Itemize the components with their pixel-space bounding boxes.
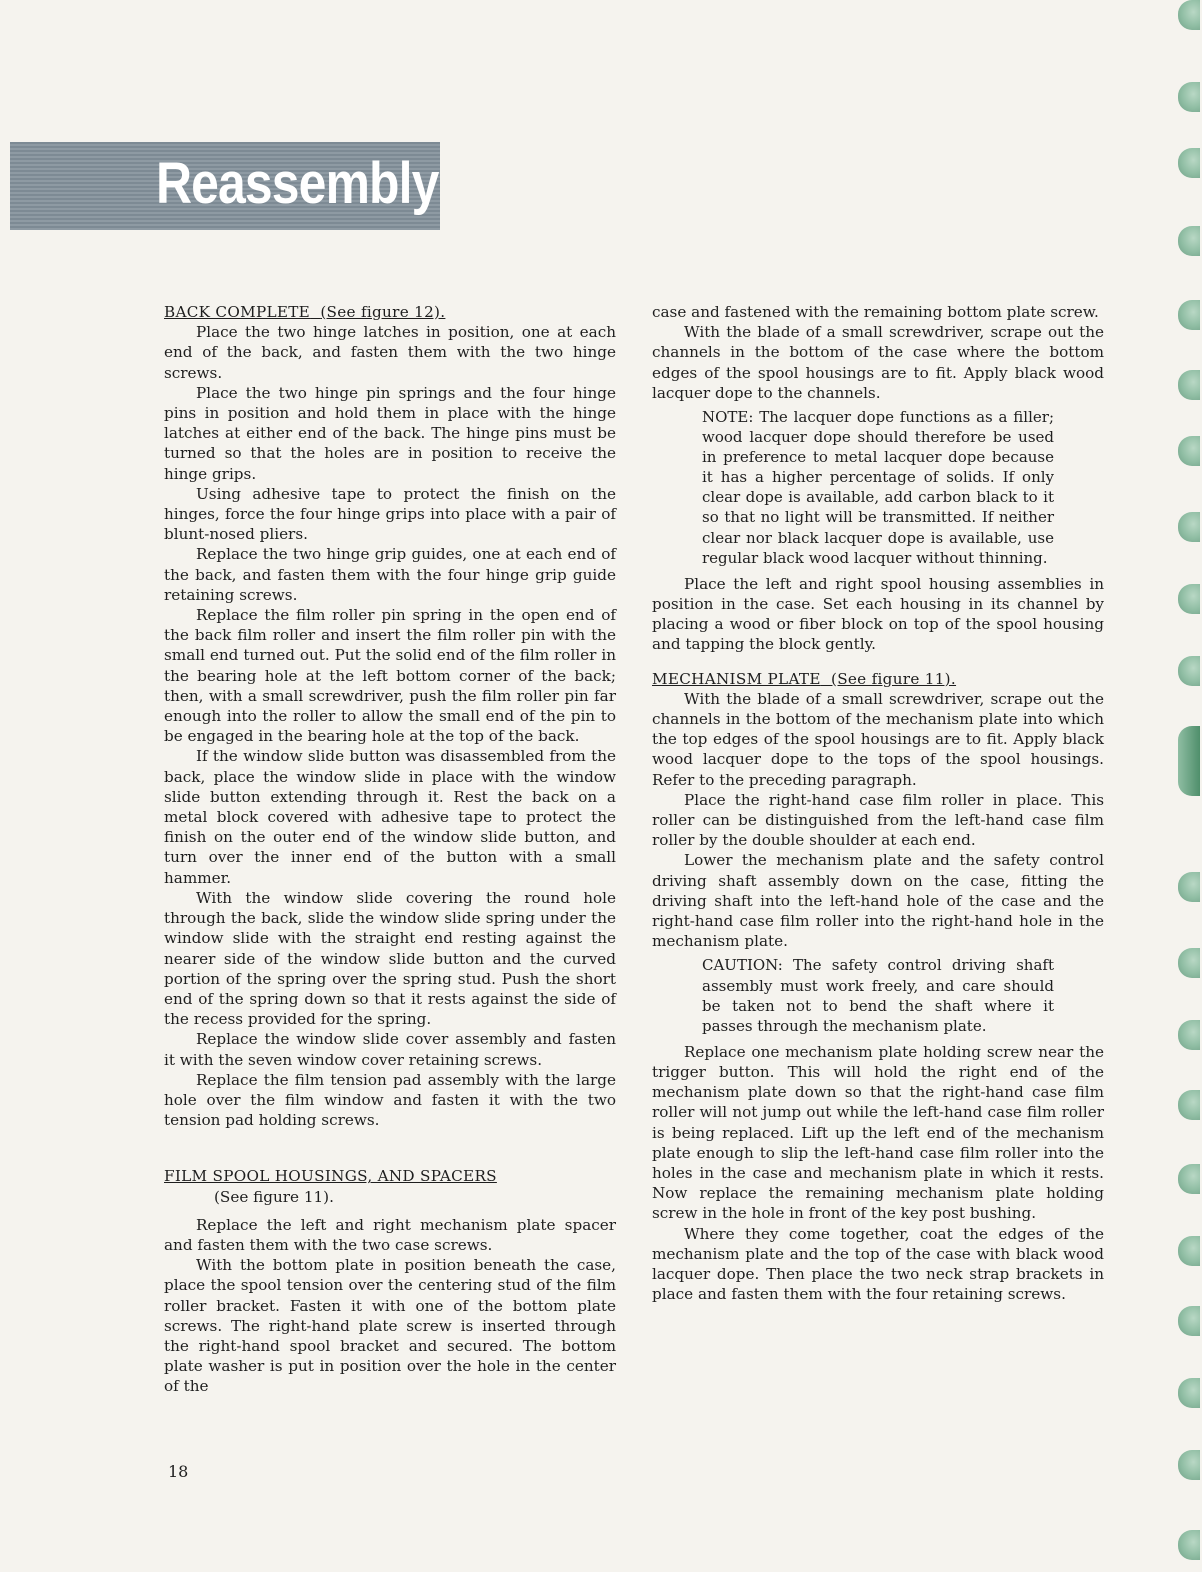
right-column: [652, 302, 1104, 1304]
paragraph: With the blade of a small screwdriver, scrape out the channels in the bottom of the mechanism plate into which the top edges of the spool housings are to fit. Apply black wood lacquer dope to the tops of the spool housings. Refer to the preceding paragraph.: [652, 689, 1104, 789]
paragraph: Place the two hinge latches in position, one at each end of the back, and fasten them with the two hinge screws.: [164, 323, 616, 382]
binding-tab: [1178, 726, 1200, 796]
paragraph: With the bottom plate in position beneath the case, place the spool tension over the centering stud of the film roller bracket. Fasten it with one of the bottom plate screws. The right-hand plate screw is inserted through the right-hand spool bracket and secured. The bottom plate washer is put in position over the hole in the center of the: [164, 1256, 616, 1396]
paragraph-continuation: case and fastened with the remaining bottom plate screw.: [652, 303, 1099, 321]
binding-tab: [1178, 584, 1200, 614]
paragraph: Using adhesive tape to protect the finish on the hinges, force the four hinge grips into place with a pair of blunt-nosed pliers.: [164, 484, 616, 544]
paragraph: Replace the film tension pad assembly with the large hole over the film window and fasten it with the two tension pad holding screws.: [164, 1070, 616, 1130]
section-heading-mechanism-plate: MECHANISM PLATE (See figure 11).: [652, 669, 957, 688]
paragraph: Replace the window slide cover assembly and fasten it with the seven window cover retaining screws.: [164, 1030, 616, 1069]
caution-block: CAUTION: The safety control driving shaft assembly must work freely, and care should be taken not to bend the shaft where it passes through the mechanism plate.: [702, 956, 1054, 1035]
binding-tab: [1178, 1164, 1200, 1194]
binding-tab: [1178, 436, 1200, 466]
paragraph: Replace the film roller pin spring in the open end of the back film roller and insert the film roller pin with the small end turned out. Put the solid end of the film roller in the bearing hole at the left bottom corner of the back; then, with a small screwdriver, push the film roller pin far enough into the roller to allow the small end of the pin to be engaged in the bearing hole at the top of the back.: [164, 606, 616, 746]
paragraph: Lower the mechanism plate and the safety control driving shaft assembly down on the case, fitting the driving shaft into the left-hand hole of the case and the right-hand case film roller into the right-hand hole in the mechanism plate.: [652, 851, 1104, 951]
paragraph: Replace the left and right mechanism plate spacer and fasten them with the two case screws.: [164, 1215, 616, 1254]
page-number: 18: [168, 1462, 189, 1481]
paragraph: Where they come together, coat the edges of the mechanism plate and the top of the case with black wood lacquer dope. Then place the two neck strap brackets in place and fasten them with the four retaining screws.: [652, 1224, 1104, 1304]
binding-tab: [1178, 1450, 1200, 1480]
figure-ref: (See figure 11).: [830, 669, 957, 688]
binding-tab: [1178, 300, 1200, 330]
page-title: Reassembly: [156, 151, 439, 216]
binding-tab: [1178, 1306, 1200, 1336]
binding-tab: [1178, 656, 1200, 686]
binding-tab: [1178, 948, 1200, 978]
binding-tab: [1178, 1236, 1200, 1266]
binding-tab: [1178, 872, 1200, 902]
binding-tab: [1178, 1090, 1200, 1120]
binding-tab: [1178, 1378, 1200, 1408]
binding-tab: [1178, 226, 1200, 256]
paragraph: Place the left and right spool housing assemblies in position in the case. Set each housing in its channel by placing a wood or fiber block on top of the spool housing and tapping the block gently.: [652, 574, 1104, 654]
binding-tab: [1178, 370, 1200, 400]
binding-tab: [1178, 0, 1200, 30]
paragraph: With the blade of a small screwdriver, scrape out the channels in the bottom of the case where the bottom edges of the spool housings are to fit. Apply black wood lacquer dope to the channels.: [652, 323, 1104, 402]
binding-tab: [1178, 512, 1200, 542]
paragraph: Replace one mechanism plate holding screw near the trigger button. This will hold the right end of the mechanism plate down so that the right-hand case film roller will not jump out while the left-hand case film roller is being replaced. Lift up the left end of the mechanism plate enough to slip the left-hand case film roller into the holes in the case and mechanism plate in which it rests. Now replace the remaining mechanism plate holding screw in the hole in front of the key post bushing.: [652, 1042, 1104, 1223]
figure-ref: (See figure 11).: [214, 1187, 334, 1206]
binding-tab: [1178, 1020, 1200, 1050]
paragraph: Replace the two hinge grip guides, one at each end of the back, and fasten them with the four hinge grip guide retaining screws.: [164, 545, 616, 604]
binding-tab: [1178, 1530, 1200, 1560]
paragraph: With the window slide covering the round hole through the back, slide the window slide spring under the window slide with the straight end resting against the nearer side of the window slide button and the curved portion of the spring over the spring stud. Push the short end of the spring down so that it rests against the side of the recess provided for the spring.: [164, 888, 616, 1029]
paragraph: Place the two hinge pin springs and the four hinge pins in position and hold them in place with the hinge latches at either end of the back. The hinge pins must be turned so that the holes are in position to receive the hinge grips.: [164, 383, 616, 483]
paragraph: Place the right-hand case film roller in place. This roller can be distinguished from the left-hand case film roller by the double shoulder at each end.: [652, 790, 1104, 850]
section-heading-film-spool: FILM SPOOL HOUSINGS, AND SPACERS: [164, 1167, 497, 1186]
paragraph: If the window slide button was disassembled from the back, place the window slide in place with the window slide button extending through it. Rest the back on a metal block covered with adhesive tape to protect the finish on the outer end of the window slide button, and turn over the inner end of the button with a small hammer.: [164, 747, 616, 887]
note-block: NOTE: The lacquer dope functions as a filler; wood lacquer dope should therefore be used in preference to metal lacquer dope because it has a higher percentage of solids. If only clear dope is available, add carbon black to it so that no light will be transmitted. If neither clear nor black lacquer dope is available, use regular black wood lacquer without thinning.: [702, 408, 1054, 567]
binding-tab: [1178, 82, 1200, 112]
left-column: [164, 302, 616, 1397]
binding-tab: [1178, 148, 1200, 178]
section-heading-back-complete: BACK COMPLETE (See figure 12).: [164, 303, 446, 321]
figure-ref: (See figure 12).: [320, 303, 446, 321]
